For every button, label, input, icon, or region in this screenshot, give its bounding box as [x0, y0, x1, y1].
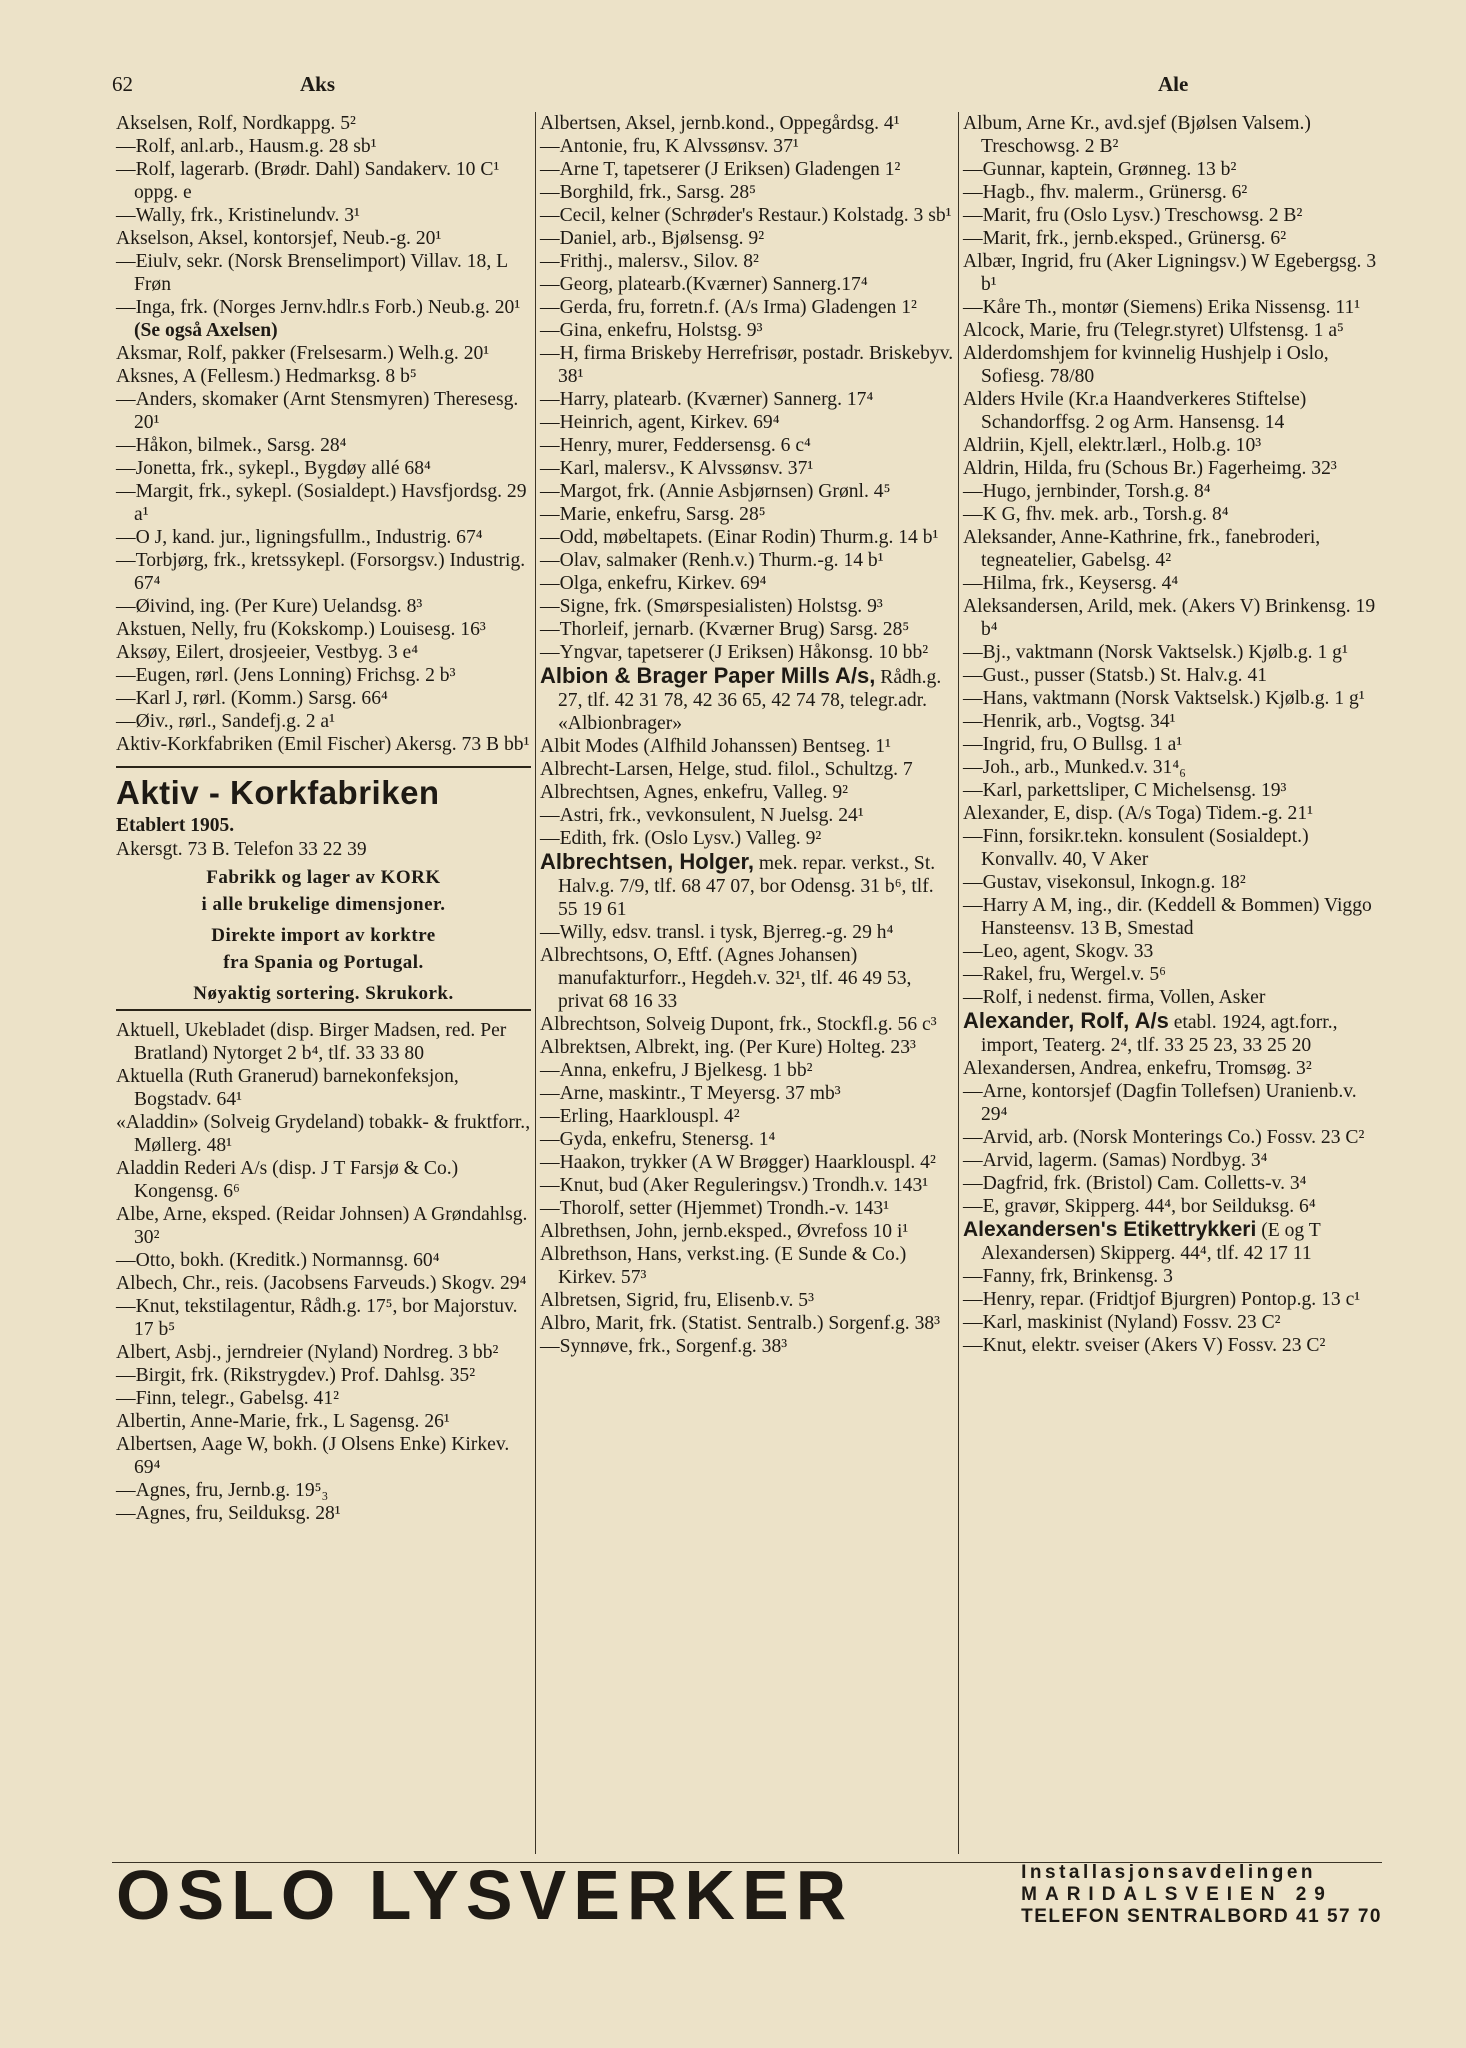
entry-list: [963, 1057, 1377, 1218]
directory-entry: Aladdin Rederi A/s (disp. J T Farsjø & Co.) Kongensg. 6⁶: [116, 1158, 459, 1202]
directory-entry: (Se også Axelsen): [134, 320, 278, 341]
alexander-rolf-name: Alexander, Rolf, A/s: [963, 1008, 1169, 1033]
directory-entry: —Knut, bud (Aker Reguleringsv.) Trondh.v. 143¹: [540, 1175, 929, 1196]
directory-entry: Albrethson, Hans, verkst.ing. (E Sunde & Co.) Kirkev. 57³: [540, 1244, 907, 1288]
etikettrykkeri-name: Alexandersen's Etikettrykkeri: [963, 1218, 1257, 1241]
directory-entry: —Marit, fru (Oslo Lysv.) Treschowsg. 2 B²: [963, 205, 1303, 226]
directory-entry: Albær, Ingrid, fru (Aker Ligningsv.) W Egebergsg. 3 b¹: [963, 251, 1377, 295]
directory-entry: —Finn, telegr., Gabelsg. 41²: [116, 1388, 340, 1409]
column-2: [535, 112, 958, 1854]
albion-name: Albion & Brager Paper Mills A/s,: [540, 663, 876, 688]
directory-entry: —Jonetta, frk., sykepl., Bygdøy allé 68⁴: [116, 458, 431, 479]
directory-entry: —Gina, enkefru, Holstsg. 9³: [540, 320, 763, 341]
directory-entry: —O J, kand. jur., ligningsfullm., Industrig. 67⁴: [116, 527, 483, 548]
directory-entry: Albert, Asbj., jerndreier (Nyland) Nordreg. 3 bb²: [116, 1342, 499, 1363]
directory-entry: —Øivind, ing. (Per Kure) Uelandsg. 8³: [116, 596, 423, 617]
directory-entry: Albrektsen, Albrekt, ing. (Per Kure) Holteg. 23³: [540, 1037, 916, 1058]
directory-entry: —Georg, platearb.(Kværner) Sannerg.17⁴: [540, 274, 868, 295]
alexander-rolf-details: etabl. 1924, agt.forr., import, Teaterg. 2⁴, tlf. 33 25 23, 33 25 20: [981, 1012, 1338, 1056]
directory-entry: —Antonie, fru, K Alvssønsv. 37¹: [540, 136, 799, 157]
directory-entry: —Marie, enkefru, Sarsg. 28⁵: [540, 504, 766, 525]
directory-entry: Alders Hvile (Kr.a Haandverkeres Stiftelse) Schandorffsg. 2 og Arm. Hansensg. 14: [963, 389, 1307, 433]
directory-entry: —Eiulv, sekr. (Norsk Brenselimport) Villav. 18, L Frøn: [116, 251, 508, 295]
directory-entry: —Gyda, enkefru, Stenersg. 1⁴: [540, 1129, 776, 1150]
footer-line: Installasjonsavdelingen: [1021, 1862, 1316, 1883]
directory-entry: —Cecil, kelner (Schrøder's Restaur.) Kolstadg. 3 sb¹: [540, 205, 952, 226]
directory-entry: Albrechtsen, Agnes, enkefru, Valleg. 9²: [540, 782, 849, 803]
directory-entry: Albrechtson, Solveig Dupont, frk., Stockfl.g. 56 c³: [540, 1014, 937, 1035]
entry-list: [540, 112, 954, 664]
directory-columns: [112, 112, 1382, 1854]
directory-entry: —Odd, møbeltapets. (Einar Rodin) Thurm.g. 14 b¹: [540, 527, 939, 548]
etikettrykkeri-entry: [963, 1218, 1377, 1265]
directory-entry: Albrethsen, John, jernb.eksped., Øvrefoss 10 i¹: [540, 1221, 909, 1242]
directory-entry: —Margit, frk., sykepl. (Sosialdept.) Havsfjordsg. 29 a¹: [116, 481, 527, 525]
directory-entry: —Karl, maskinist (Nyland) Fossv. 23 C²: [963, 1312, 1281, 1333]
directory-entry: —Gerda, fru, forretn.f. (A/s Irma) Gladengen 1²: [540, 297, 917, 318]
entry-list: [116, 112, 531, 756]
directory-entry: —Fanny, frk, Brinkensg. 3: [963, 1266, 1173, 1287]
column-3: [958, 112, 1381, 1854]
directory-entry: —Hans, vaktmann (Norsk Vaktselsk.) Kjølb.g. 1 g¹: [963, 688, 1365, 709]
directory-entry: —Willy, edsv. transl. i tysk, Bjerreg.-g. 29 h⁴: [540, 922, 894, 943]
directory-entry: —Rolf, lagerarb. (Brødr. Dahl) Sandakerv. 10 C¹ oppg. e: [116, 159, 500, 203]
directory-entry: Albretsen, Sigrid, fru, Elisenb.v. 5³: [540, 1290, 814, 1311]
directory-entry: —Henry, murer, Feddersensg. 6 c⁴: [540, 435, 811, 456]
directory-entry: —E, gravør, Skipperg. 44⁴, bor Seilduksg. 6⁴: [963, 1196, 1316, 1217]
directory-entry: «Aladdin» (Solveig Grydeland) tobakk- & fruktforr., Møllerg. 48¹: [116, 1112, 531, 1156]
directory-entry: —Gust., pusser (Statsb.) St. Halv.g. 41: [963, 665, 1268, 686]
directory-entry: —Anders, skomaker (Arnt Stensmyren) Theresesg. 20¹: [116, 389, 519, 433]
directory-entry: —Borghild, frk., Sarsg. 28⁵: [540, 182, 757, 203]
directory-entry: —Otto, bokh. (Kreditk.) Normannsg. 60⁴: [116, 1250, 440, 1271]
ad-address: Akersgt. 73 B. Telefon 33 22 39: [116, 839, 367, 860]
directory-entry: —Harry A M, ing., dir. (Keddell & Bommen) Viggo Hansteensv. 13 B, Smestad: [963, 895, 1372, 939]
aktiv-korkfabriken-ad: [116, 766, 531, 1011]
directory-entry: —Olga, enkefru, Kirkev. 69⁴: [540, 573, 767, 594]
directory-entry: —Finn, forsikr.tekn. konsulent (Sosialdept.) Konvallv. 40, V Aker: [963, 826, 1309, 870]
directory-entry: Albech, Chr., reis. (Jacobsens Farveuds.) Skogv. 29⁴: [116, 1273, 527, 1294]
ad-line: fra Spania og Portugal.: [223, 952, 424, 973]
ad-line: Fabrikk og lager av KORK: [206, 867, 441, 888]
directory-entry: —Torbjørg, frk., kretssykepl. (Forsorgsv.) Industrig. 67⁴: [116, 550, 526, 594]
directory-entry: —Birgit, frk. (Rikstrygdev.) Prof. Dahlsg. 35²: [116, 1365, 476, 1386]
directory-entry: —Olav, salmaker (Renh.v.) Thurm.-g. 14 b¹: [540, 550, 884, 571]
entry-list: [963, 1265, 1377, 1357]
directory-entry: —Henry, repar. (Fridtjof Bjurgren) Pontop.g. 13 c¹: [963, 1289, 1361, 1310]
directory-entry: Albro, Marit, frk. (Statist. Sentralb.) Sorgenf.g. 38³: [540, 1313, 941, 1334]
left-keyword: Aks: [300, 72, 336, 96]
directory-entry: Aksøy, Eilert, drosjeeier, Vestbyg. 3 e⁴: [116, 642, 419, 663]
directory-entry: —Bj., vaktmann (Norsk Vaktselsk.) Kjølb.g. 1 g¹: [963, 642, 1348, 663]
column-1: [112, 112, 535, 1854]
holger-name: Albrechtsen, Holger,: [540, 849, 754, 874]
directory-entry: —Karl, parkettsliper, C Michelsensg. 19³: [963, 780, 1287, 801]
ad-established: Etablert 1905.: [116, 815, 235, 836]
etikettrykkeri-details: (E og T Alexandersen) Skipperg. 44⁴, tlf. 42 17 11: [981, 1220, 1321, 1264]
directory-entry: —Henrik, arb., Vogtsg. 34¹: [963, 711, 1176, 732]
directory-entry: —Signe, frk. (Smørspesialisten) Holstsg. 9³: [540, 596, 883, 617]
directory-entry: —Rolf, anl.arb., Hausm.g. 28 sb¹: [116, 136, 377, 157]
directory-entry: —Frithj., malersv., Silov. 8²: [540, 251, 759, 272]
alexander-rolf-entry: [963, 1009, 1377, 1057]
oslo-lysverker-logo: OSLO LYSVERKER: [116, 1856, 854, 1934]
ad-line: i alle brukelige dimensjoner.: [201, 894, 446, 915]
directory-entry: Albertin, Anne-Marie, frk., L Sagensg. 26¹: [116, 1411, 450, 1432]
directory-entry: Albertsen, Aksel, jernb.kond., Oppegårdsg. 4¹: [540, 113, 900, 134]
directory-entry: —Arvid, lagerm. (Samas) Nordbyg. 3⁴: [963, 1150, 1268, 1171]
directory-entry: —Anna, enkefru, J Bjelkesg. 1 bb²: [540, 1060, 813, 1081]
directory-entry: —Wally, frk., Kristinelundv. 3¹: [116, 205, 360, 226]
directory-entry: Aksnes, A (Fellesm.) Hedmarksg. 8 b⁵: [116, 366, 417, 387]
directory-entry: Alcock, Marie, fru (Telegr.styret) Ulfstensg. 1 a⁵: [963, 320, 1344, 341]
directory-entry: —Hugo, jernbinder, Torsh.g. 8⁴: [963, 481, 1211, 502]
directory-entry: —Ingrid, fru, O Bullsg. 1 a¹: [963, 734, 1183, 755]
directory-entry: —Kåre Th., montør (Siemens) Erika Nissensg. 11¹: [963, 297, 1361, 318]
directory-entry: —Karl J, rørl. (Komm.) Sarsg. 66⁴: [116, 688, 388, 709]
directory-entry: —Håkon, bilmek., Sarsg. 28⁴: [116, 435, 347, 456]
directory-entry: Aktuella (Ruth Granerud) barnekonfeksjon, Bogstadv. 64¹: [116, 1066, 459, 1110]
directory-entry: —Daniel, arb., Bjølsensg. 9²: [540, 228, 765, 249]
directory-entry: —Gustav, visekonsul, Inkogn.g. 18²: [963, 872, 1246, 893]
directory-entry: —Joh., arb., Munked.v. 31⁴₆: [963, 757, 1187, 778]
directory-entry: —Astri, frk., vevkonsulent, N Juelsg. 24¹: [540, 805, 864, 826]
directory-entry: —H, firma Briskeby Herrefrisør, postadr. Briskebyv. 38¹: [540, 343, 954, 387]
directory-entry: —Knut, elektr. sveiser (Akers V) Fossv. 23 C²: [963, 1335, 1326, 1356]
albion-details: Rådh.g. 27, tlf. 42 31 78, 42 36 65, 42 74 78, telegr.adr. «Albionbrager»: [558, 667, 942, 734]
directory-entry: —Rakel, fru, Wergel.v. 5⁶: [963, 964, 1166, 985]
entry-list: [116, 1019, 531, 1525]
albion-entry: [540, 664, 954, 735]
directory-entry: —Dagfrid, frk. (Bristol) Cam. Colletts-v. 3⁴: [963, 1173, 1307, 1194]
directory-entry: Albe, Arne, eksped. (Reidar Johnsen) A Grøndahlsg. 30²: [116, 1204, 528, 1248]
ad-line: Direkte import av korktre: [211, 925, 436, 946]
directory-entry: —Arne, maskintr., T Meyersg. 37 mb³: [540, 1083, 841, 1104]
directory-entry: —Inga, frk. (Norges Jernv.hdlr.s Forb.) Neub.g. 20¹: [116, 297, 521, 318]
directory-entry: —Karl, malersv., K Alvssønsv. 37¹: [540, 458, 814, 479]
directory-entry: Alexandersen, Andrea, enkefru, Tromsøg. 3²: [963, 1058, 1312, 1079]
directory-entry: Alderdomshjem for kvinnelig Hushjelp i Oslo, Sofiesg. 78/80: [963, 343, 1329, 387]
footer-ad: [112, 1856, 1382, 1934]
directory-entry: —Rolf, i nedenst. firma, Vollen, Asker: [963, 987, 1266, 1008]
directory-entry: —Thorolf, setter (Hjemmet) Trondh.-v. 143¹: [540, 1198, 890, 1219]
ad-title: Aktiv - Korkfabriken: [116, 774, 440, 811]
directory-entry: —Arvid, arb. (Norsk Monterings Co.) Fossv. 23 C²: [963, 1127, 1365, 1148]
footer-line: MARIDALSVEIEN 29: [1021, 1884, 1333, 1905]
entry-list: [540, 921, 954, 1358]
holger-details: mek. repar. verkst., St. Halv.g. 7/9, tlf. 68 47 07, bor Odensg. 31 b⁶, tlf. 55 19 61: [558, 853, 936, 920]
directory-entry: —Heinrich, agent, Kirkev. 69⁴: [540, 412, 780, 433]
directory-entry: —Agnes, fru, Seilduksg. 28¹: [116, 1503, 341, 1524]
directory-entry: Album, Arne Kr., avd.sjef (Bjølsen Valsem.) Treschowsg. 2 B²: [963, 113, 1311, 157]
directory-entry: —Knut, tekstilagentur, Rådh.g. 17⁵, bor Majorstuv. 17 b⁵: [116, 1296, 518, 1340]
directory-entry: Aktuell, Ukebladet (disp. Birger Madsen, red. Per Bratland) Nytorget 2 b⁴, tlf. 33 33 80: [116, 1020, 507, 1064]
directory-entry: Albrechtsons, O, Eftf. (Agnes Johansen) manufakturforr., Hegdeh.v. 32¹, tlf. 46 49 53, privat 68 16 33: [540, 945, 912, 1012]
right-keyword: Ale: [1158, 72, 1189, 96]
directory-entry: Akselson, Aksel, kontorsjef, Neub.-g. 20¹: [116, 228, 442, 249]
directory-entry: —Arne, kontorsjef (Dagfin Tollefsen) Uranienb.v. 29⁴: [963, 1081, 1357, 1125]
directory-entry: —Leo, agent, Skogv. 33: [963, 941, 1154, 962]
footer-info: [1021, 1862, 1382, 1928]
directory-entry: Aleksandersen, Arild, mek. (Akers V) Brinkensg. 19 b⁴: [963, 596, 1376, 640]
directory-entry: Aktiv-Korkfabriken (Emil Fischer) Akersg. 73 B bb¹: [116, 734, 530, 755]
directory-entry: Aldriin, Kjell, elektr.lærl., Holb.g. 10³: [963, 435, 1262, 456]
directory-entry: —Haakon, trykker (A W Brøgger) Haarklouspl. 4²: [540, 1152, 936, 1173]
directory-entry: —Hagb., fhv. malerm., Grünersg. 6²: [963, 182, 1248, 203]
directory-entry: —Thorleif, jernarb. (Kværner Brug) Sarsg. 28⁵: [540, 619, 910, 640]
holger-entry: [540, 850, 954, 921]
directory-entry: —Erling, Haarklouspl. 4²: [540, 1106, 740, 1127]
entry-list: [540, 735, 954, 850]
directory-entry: Aleksander, Anne-Kathrine, frk., fanebroderi, tegneatelier, Gabelsg. 4²: [963, 527, 1321, 571]
directory-entry: —Marit, frk., jernb.eksped., Grünersg. 6²: [963, 228, 1287, 249]
directory-entry: —Øiv., rørl., Sandefj.g. 2 a¹: [116, 711, 336, 732]
directory-entry: —Hilma, frk., Keysersg. 4⁴: [963, 573, 1179, 594]
directory-entry: —Eugen, rørl. (Jens Lonning) Frichsg. 2 b³: [116, 665, 456, 686]
directory-entry: Albrecht-Larsen, Helge, stud. filol., Schultzg. 7: [540, 759, 913, 780]
entry-list: [963, 112, 1377, 1009]
directory-entry: —Arne T, tapetserer (J Eriksen) Gladengen 1²: [540, 159, 901, 180]
directory-entry: Alexander, E, disp. (A/s Toga) Tidem.-g. 21¹: [963, 803, 1314, 824]
directory-entry: —Agnes, fru, Jernb.g. 19⁵₃: [116, 1480, 329, 1501]
directory-entry: Akstuen, Nelly, fru (Kokskomp.) Louisesg. 16³: [116, 619, 486, 640]
directory-entry: Albertsen, Aage W, bokh. (J Olsens Enke) Kirkev. 69⁴: [116, 1434, 510, 1478]
directory-entry: —Synnøve, frk., Sorgenf.g. 38³: [540, 1336, 788, 1357]
directory-entry: —Edith, frk. (Oslo Lysv.) Valleg. 9²: [540, 828, 822, 849]
directory-entry: Aksmar, Rolf, pakker (Frelsesarm.) Welh.g. 20¹: [116, 343, 490, 364]
directory-entry: —Margot, frk. (Annie Asbjørnsen) Grønl. 4⁵: [540, 481, 891, 502]
ad-line: Nøyaktig sortering. Skrukork.: [193, 983, 454, 1004]
directory-entry: —Harry, platearb. (Kværner) Sannerg. 17⁴: [540, 389, 874, 410]
directory-entry: —Gunnar, kaptein, Grønneg. 13 b²: [963, 159, 1237, 180]
directory-entry: Albit Modes (Alfhild Johanssen) Bentseg. 1¹: [540, 736, 891, 757]
directory-entry: —K G, fhv. mek. arb., Torsh.g. 8⁴: [963, 504, 1229, 525]
footer-line: TELEFON SENTRALBORD 41 57 70: [1021, 1906, 1382, 1927]
directory-entry: —Yngvar, tapetserer (J Eriksen) Håkonsg. 10 bb²: [540, 642, 929, 663]
directory-entry: Akselsen, Rolf, Nordkappg. 5²: [116, 113, 356, 134]
page-number: 62: [112, 72, 133, 96]
directory-entry: Aldrin, Hilda, fru (Schous Br.) Fagerheimg. 32³: [963, 458, 1337, 479]
